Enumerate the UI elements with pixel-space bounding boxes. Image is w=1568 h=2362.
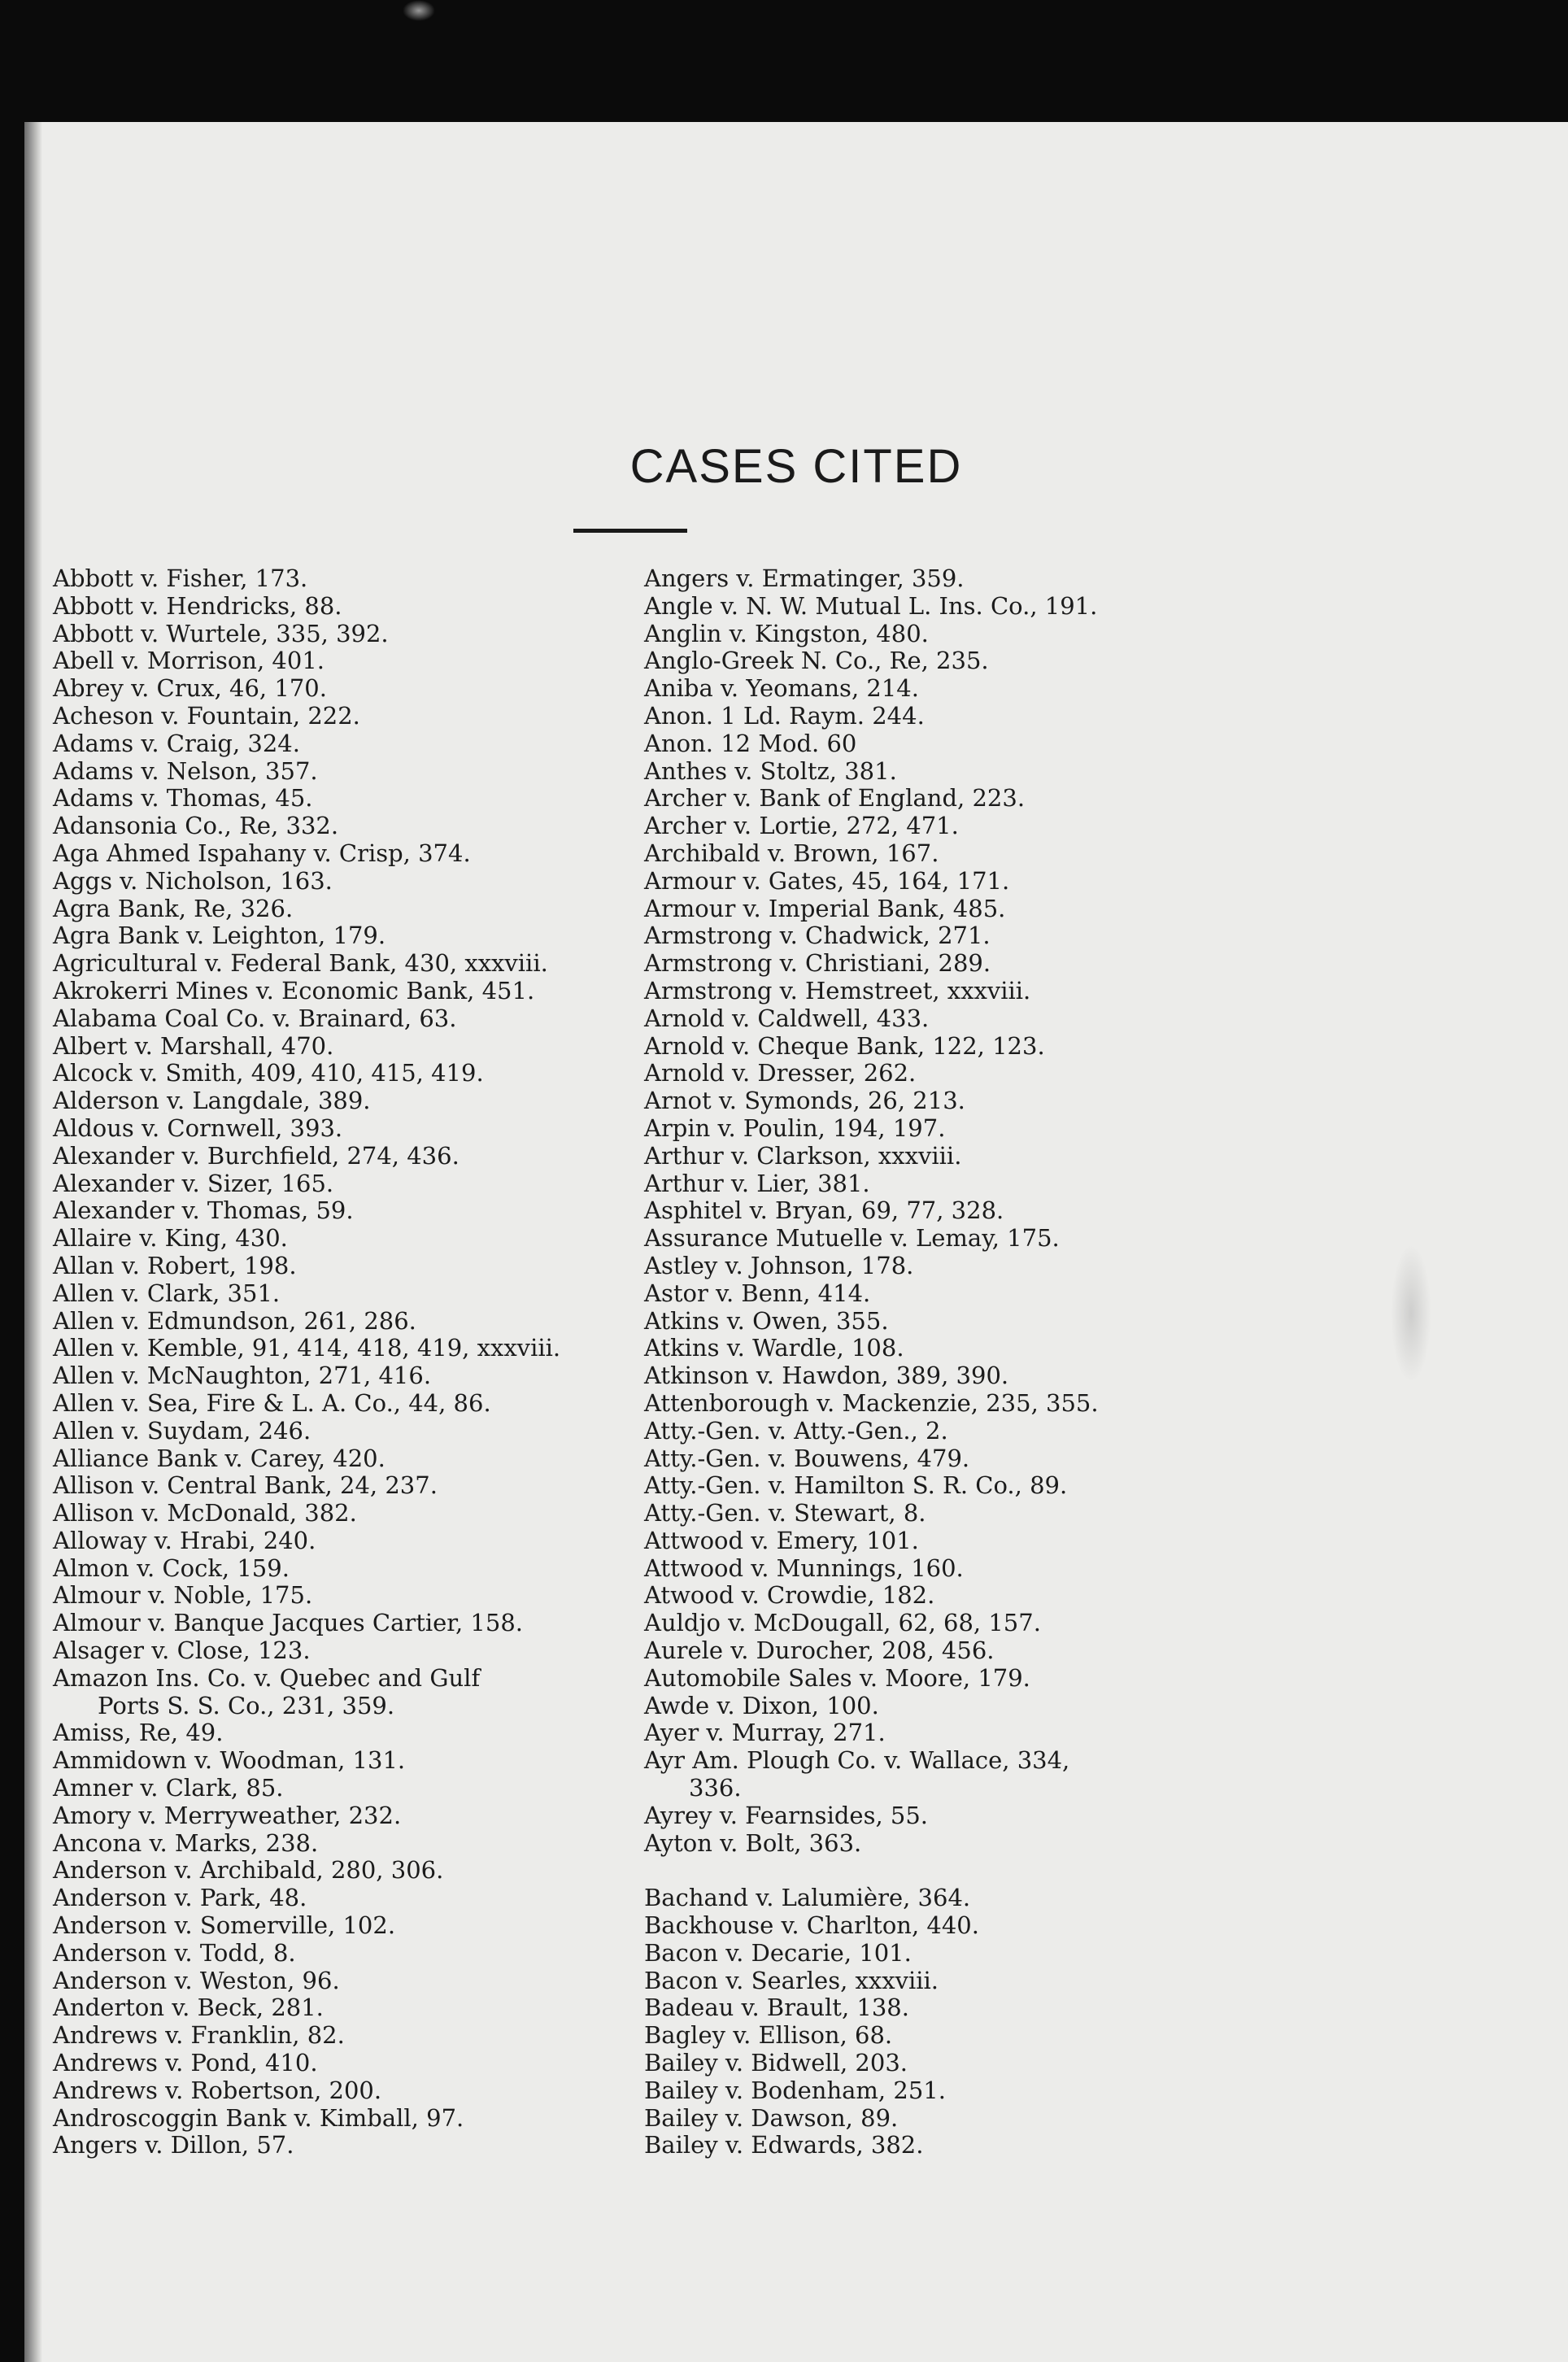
case-entry: Bagley v. Ellison, 68.	[644, 2021, 893, 2050]
right-column	[644, 565, 1270, 2159]
case-entry: Anglin v. Kingston, 480.	[644, 619, 929, 647]
case-entry: Anthes v. Stoltz, 381.	[644, 756, 897, 785]
case-entry: Bacon v. Decarie, 101.	[644, 1938, 912, 1967]
title-rule	[573, 529, 687, 533]
case-entry: Amazon Ins. Co. v. Quebec and Gulf	[53, 1663, 481, 1692]
case-entry: Atwood v. Crowdie, 182.	[644, 1581, 935, 1610]
case-entry: Asphitel v. Bryan, 69, 77, 328.	[644, 1196, 1004, 1225]
case-entry: Arthur v. Lier, 381.	[644, 1169, 870, 1197]
case-entry: Archer v. Bank of England, 223.	[644, 784, 1026, 813]
case-entry: Atty.-Gen. v. Atty.-Gen., 2.	[644, 1416, 948, 1445]
case-entry: Allison v. Central Bank, 24, 237.	[53, 1471, 438, 1500]
case-entry: Adams v. Thomas, 45.	[53, 784, 313, 813]
case-entry: Ayton v. Bolt, 363.	[644, 1828, 862, 1857]
case-entry: Auldjo v. McDougall, 62, 68, 157.	[644, 1609, 1041, 1637]
case-entry: Bachand v. Lalumière, 364.	[644, 1884, 971, 1912]
scan-mark	[403, 0, 435, 21]
case-entry: Amory v. Merryweather, 232.	[53, 1801, 402, 1829]
case-entry: Anderson v. Todd, 8.	[53, 1938, 296, 1967]
case-entry: Allen v. Edmundson, 261, 286.	[53, 1306, 416, 1335]
case-entry: Allen v. Clark, 351.	[53, 1279, 281, 1307]
case-entry: Arnot v. Symonds, 26, 213.	[644, 1087, 965, 1115]
case-entry: Almon v. Cock, 159.	[53, 1554, 290, 1582]
case-entry: Armour v. Gates, 45, 164, 171.	[644, 866, 1010, 895]
case-entry: Angle v. N. W. Mutual L. Ins. Co., 191.	[644, 591, 1098, 620]
case-entry: Ancona v. Marks, 238.	[53, 1828, 319, 1857]
case-entry: Arnold v. Dresser, 262.	[644, 1059, 917, 1087]
case-entry: Anderson v. Archibald, 280, 306.	[53, 1856, 444, 1885]
case-entry: Aga Ahmed Ispahany v. Crisp, 374.	[53, 839, 471, 867]
case-entry: Androscoggin Bank v. Kimball, 97.	[53, 2103, 464, 2132]
case-entry: Andrews v. Franklin, 82.	[53, 2021, 345, 2050]
case-entry: Bailey v. Bidwell, 203.	[644, 2049, 908, 2077]
case-entry: Abbott v. Wurtele, 335, 392.	[53, 619, 389, 647]
case-entry: Archibald v. Brown, 167.	[644, 839, 939, 867]
case-entry: Atkins v. Wardle, 108.	[644, 1334, 904, 1362]
left-column	[53, 565, 647, 2159]
case-entry: Alexander v. Burchfield, 274, 436.	[53, 1141, 460, 1170]
case-entry: Alabama Coal Co. v. Brainard, 63.	[53, 1004, 457, 1032]
case-entry: Alexander v. Sizer, 165.	[53, 1169, 334, 1197]
case-entry: Atty.-Gen. v. Stewart, 8.	[644, 1499, 926, 1527]
case-entry: Aniba v. Yeomans, 214.	[644, 674, 919, 703]
case-entry: Anderton v. Beck, 281.	[53, 1994, 324, 2022]
case-entry: 336.	[689, 1774, 742, 1802]
case-entry: Anderson v. Park, 48.	[53, 1884, 307, 1912]
case-entry: Arpin v. Poulin, 194, 197.	[644, 1113, 946, 1142]
case-entry: Attwood v. Emery, 101.	[644, 1526, 919, 1554]
case-entry: Armstrong v. Hemstreet, xxxviii.	[644, 976, 1031, 1005]
case-entry: Adansonia Co., Re, 332.	[53, 812, 339, 840]
case-entry: Armour v. Imperial Bank, 485.	[644, 894, 1006, 922]
case-entry: Adams v. Craig, 324.	[53, 729, 300, 757]
case-entry: Anderson v. Weston, 96.	[53, 1966, 340, 1994]
case-entry: Abbott v. Fisher, 173.	[53, 564, 308, 592]
case-entry: Alcock v. Smith, 409, 410, 415, 419.	[53, 1059, 484, 1087]
case-entry: Abrey v. Crux, 46, 170.	[53, 674, 327, 703]
case-entry: Archer v. Lortie, 272, 471.	[644, 812, 959, 840]
case-entry: Aldous v. Cornwell, 393.	[53, 1113, 343, 1142]
case-entry: Angers v. Dillon, 57.	[53, 2131, 294, 2159]
case-entry: Amner v. Clark, 85.	[53, 1774, 284, 1802]
case-entry: Arthur v. Clarkson, xxxviii.	[644, 1141, 962, 1170]
case-entry: Ayrey v. Fearnsides, 55.	[644, 1801, 929, 1829]
case-entry: Almour v. Noble, 175.	[53, 1581, 313, 1610]
case-entry: Alexander v. Thomas, 59.	[53, 1196, 354, 1225]
case-entry: Assurance Mutuelle v. Lemay, 175.	[644, 1224, 1060, 1253]
case-entry: Attenborough v. Mackenzie, 235, 355.	[644, 1388, 1099, 1417]
case-entry: Atty.-Gen. v. Bouwens, 479.	[644, 1444, 970, 1472]
case-entry: Automobile Sales v. Moore, 179.	[644, 1663, 1030, 1692]
case-entry: Amiss, Re, 49.	[53, 1719, 224, 1747]
case-entry: Agricultural v. Federal Bank, 430, xxxviii.	[53, 949, 548, 978]
case-entry: Alderson v. Langdale, 389.	[53, 1087, 371, 1115]
case-entry: Armstrong v. Chadwick, 271.	[644, 922, 991, 950]
case-entry: Ports S. S. Co., 231, 359.	[98, 1691, 395, 1719]
case-entry: Ayr Am. Plough Co. v. Wallace, 334,	[644, 1746, 1070, 1775]
case-entry: Alsager v. Close, 123.	[53, 1636, 311, 1665]
case-entry: Albert v. Marshall, 470.	[53, 1031, 334, 1060]
case-entry: Astley v. Johnson, 178.	[644, 1251, 914, 1279]
case-entry: Arnold v. Cheque Bank, 122, 123.	[644, 1031, 1045, 1060]
page-title: CASES CITED	[629, 440, 963, 493]
case-entry: Abell v. Morrison, 401.	[53, 647, 324, 675]
case-entry: Ayer v. Murray, 271.	[644, 1719, 886, 1747]
case-entry: Badeau v. Brault, 138.	[644, 1994, 909, 2022]
case-entry: Armstrong v. Christiani, 289.	[644, 949, 991, 978]
case-entry: Angers v. Ermatinger, 359.	[644, 564, 965, 592]
case-entry: Allison v. McDonald, 382.	[53, 1499, 357, 1527]
case-entry: Awde v. Dixon, 100.	[644, 1691, 879, 1719]
section-gap	[644, 1857, 1270, 1885]
case-entry: Anderson v. Somerville, 102.	[53, 1911, 396, 1940]
case-entry: Anglo-Greek N. Co., Re, 235.	[644, 647, 989, 675]
case-entry: Anon. 12 Mod. 60	[644, 729, 857, 757]
case-entry: Andrews v. Robertson, 200.	[53, 2076, 382, 2104]
case-entry: Aurele v. Durocher, 208, 456.	[644, 1636, 995, 1665]
case-entry: Bailey v. Bodenham, 251.	[644, 2076, 946, 2104]
case-entry: Astor v. Benn, 414.	[644, 1279, 871, 1307]
case-entry: Alloway v. Hrabi, 240.	[53, 1526, 316, 1554]
scan-smudge	[1391, 1244, 1431, 1383]
case-entry: Andrews v. Pond, 410.	[53, 2049, 318, 2077]
case-entry: Allen v. Kemble, 91, 414, 418, 419, xxxviii.	[53, 1334, 561, 1362]
case-entry: Atkins v. Owen, 355.	[644, 1306, 889, 1335]
case-entry: Agra Bank v. Leighton, 179.	[53, 922, 386, 950]
case-entry: Atty.-Gen. v. Hamilton S. R. Co., 89.	[644, 1471, 1068, 1500]
case-entry: Attwood v. Munnings, 160.	[644, 1554, 964, 1582]
case-entry: Backhouse v. Charlton, 440.	[644, 1911, 979, 1940]
case-entry: Alliance Bank v. Carey, 420.	[53, 1444, 385, 1472]
case-entry: Akrokerri Mines v. Economic Bank, 451.	[53, 976, 535, 1005]
case-entry: Bacon v. Searles, xxxviii.	[644, 1966, 939, 1994]
case-entry: Anon. 1 Ld. Raym. 244.	[644, 701, 925, 730]
case-entry: Atkinson v. Hawdon, 389, 390.	[644, 1362, 1009, 1390]
case-entry: Allen v. Sea, Fire & L. A. Co., 44, 86.	[53, 1388, 491, 1417]
case-entry: Acheson v. Fountain, 222.	[53, 701, 360, 730]
case-entry: Aggs v. Nicholson, 163.	[53, 866, 333, 895]
case-entry: Adams v. Nelson, 357.	[53, 756, 318, 785]
case-entry: Allaire v. King, 430.	[53, 1224, 288, 1253]
case-entry: Allen v. McNaughton, 271, 416.	[53, 1362, 432, 1390]
document-page	[24, 122, 1568, 2362]
case-entry: Abbott v. Hendricks, 88.	[53, 591, 342, 620]
case-entry: Agra Bank, Re, 326.	[53, 894, 294, 922]
case-entry: Arnold v. Caldwell, 433.	[644, 1004, 930, 1032]
case-entry: Almour v. Banque Jacques Cartier, 158.	[53, 1609, 523, 1637]
case-entry: Bailey v. Edwards, 382.	[644, 2131, 924, 2159]
case-entry: Allen v. Suydam, 246.	[53, 1416, 311, 1445]
case-entry: Allan v. Robert, 198.	[53, 1251, 297, 1279]
case-entry: Ammidown v. Woodman, 131.	[53, 1746, 406, 1775]
case-entry: Bailey v. Dawson, 89.	[644, 2103, 899, 2132]
